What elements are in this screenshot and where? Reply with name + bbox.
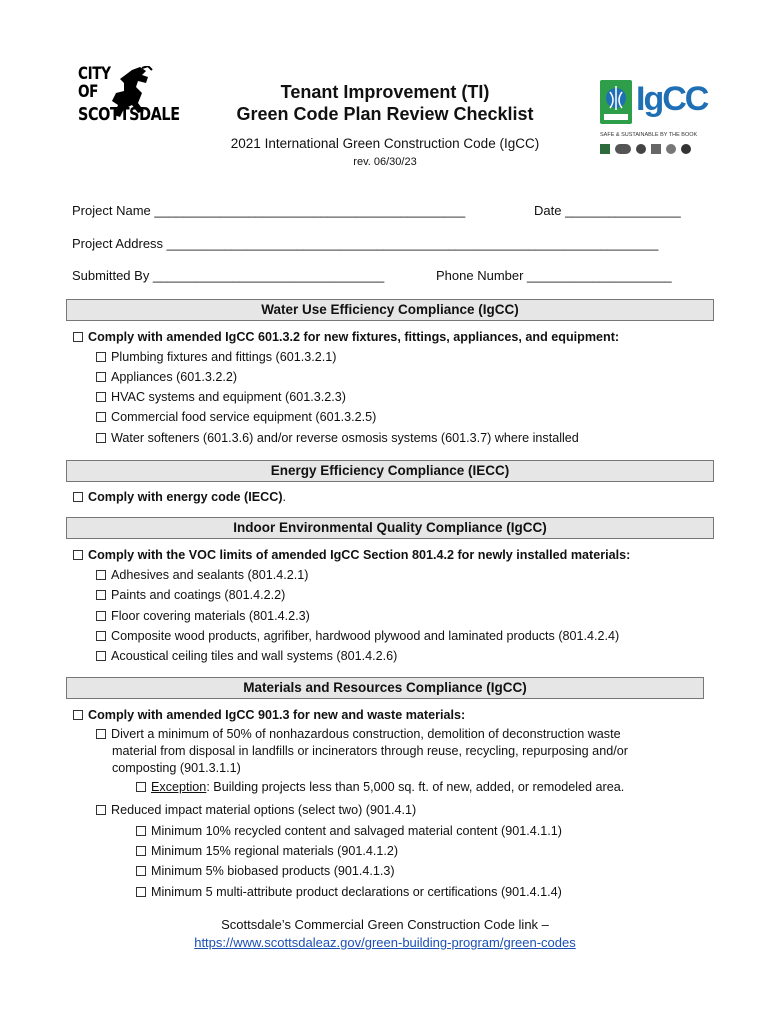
item-label: Adhesives and sealants (801.4.2.1) [111,568,309,582]
checkbox[interactable] [96,433,106,443]
checklist-item[interactable] [136,863,395,880]
revision-date: rev. 06/30/23 [353,156,417,168]
checklist-item[interactable] [96,608,310,625]
item-label: Minimum 5% biobased products (901.4.1.3) [151,864,395,878]
green-codes-link[interactable]: https://www.scottsdaleaz.gov/green-building-program/green-codes [194,935,576,950]
checklist-item-indoor-main[interactable] [73,547,630,564]
checkbox[interactable] [136,846,146,856]
checkbox[interactable] [96,570,106,580]
checklist-item-water-main[interactable] [73,329,619,346]
item-label-suffix: . [282,490,287,504]
checklist-item[interactable] [136,843,398,860]
checkbox[interactable] [96,590,106,600]
checklist-item[interactable] [96,409,376,426]
checklist-item[interactable] [96,389,346,406]
document-subtitle: 2021 International Green Construction Code (IgCC) [230,136,540,151]
date-field[interactable]: Date ________________ [534,203,681,218]
footer-text: Scottsdale’s Commercial Green Construction Code link – [221,917,549,932]
checkbox[interactable] [73,710,83,720]
checkbox[interactable] [136,866,146,876]
section-header-materials: Materials and Resources Compliance (IgCC) [66,677,704,699]
checkbox[interactable] [96,352,106,362]
item-label-continued: material from disposal in landfills or incinerators through reuse, recycling, repurposing and/or [112,744,628,758]
checklist-item[interactable] [96,628,619,645]
item-label-continued: composting (901.3.1.1) [112,761,241,775]
checklist-item[interactable] [136,884,562,901]
submitted-by-field[interactable]: Submitted By ________________________________ [72,268,385,283]
document-title-line2: Green Code Plan Review Checklist [236,104,534,124]
checkbox[interactable] [96,392,106,402]
item-label: : Building projects less than 5,000 sq. ft. of new, added, or remodeled area. [206,780,625,794]
checkbox[interactable] [96,729,106,739]
checklist-item[interactable] [96,430,579,447]
checkbox[interactable] [73,550,83,560]
checkbox[interactable] [96,611,106,621]
checklist-item-reduced-impact[interactable] [96,802,416,819]
checkbox[interactable] [96,372,106,382]
section-header-indoor: Indoor Environmental Quality Compliance (IgCC) [66,517,714,539]
phone-number-field[interactable]: Phone Number ____________________ [436,268,672,283]
checklist-item[interactable] [96,349,336,366]
section-header-water: Water Use Efficiency Compliance (IgCC) [66,299,714,321]
project-name-field[interactable]: Project Name ___________________________________________ [72,203,466,218]
item-label: Comply with the VOC limits of amended IgCC Section 801.4.2 for newly installed materials: [88,548,631,562]
checklist-item[interactable] [96,587,285,604]
logo-city-text: CITY [78,64,111,84]
item-label: Commercial food service equipment (601.3.2.5) [111,410,377,424]
checkbox[interactable] [73,492,83,502]
item-label: Paints and coatings (801.4.2.2) [111,588,286,602]
checkbox[interactable] [96,805,106,815]
checkbox[interactable] [136,887,146,897]
checkbox[interactable] [96,412,106,422]
item-label: Minimum 5 multi-attribute product declarations or certifications (901.4.1.4) [151,885,562,899]
checkbox[interactable] [136,826,146,836]
igcc-wordmark: IgCC [636,80,708,118]
checklist-item[interactable] [136,823,562,840]
item-label: Divert a minimum of 50% of nonhazardous construction, demolition of deconstruction waste [111,727,621,741]
checklist-item-materials-main[interactable] [73,707,465,724]
checklist-item[interactable] [96,648,397,665]
checkbox[interactable] [73,332,83,342]
item-label: Minimum 10% recycled content and salvaged material content (901.4.1.1) [151,824,562,838]
checkbox[interactable] [96,631,106,641]
item-label: Reduced impact material options (select two) (901.4.1) [111,803,417,817]
checklist-item[interactable] [96,369,237,386]
checkbox[interactable] [136,782,146,792]
item-label: Comply with energy code (IECC) [88,490,283,504]
item-label: HVAC systems and equipment (601.3.2.3) [111,390,346,404]
checkbox[interactable] [96,651,106,661]
item-label: Acoustical ceiling tiles and wall systems (801.4.2.6) [111,649,398,663]
item-label: Appliances (601.3.2.2) [111,370,238,384]
item-label: Plumbing fixtures and fittings (601.3.2.1) [111,350,337,364]
checklist-item-exception[interactable] [136,779,624,796]
section-header-energy: Energy Efficiency Compliance (IECC) [66,460,714,482]
item-label: Composite wood products, agrifiber, hardwood plywood and laminated products (801.4.2.4) [111,629,620,643]
document-title-line1: Tenant Improvement (TI) [280,82,490,102]
logo-scottsdale-text: SCOTTSDALE [78,104,180,125]
exception-label: Exception [151,780,207,794]
item-label: Comply with amended IgCC 901.3 for new and waste materials: [88,708,466,722]
item-label: Minimum 15% regional materials (901.4.1.2) [151,844,399,858]
igcc-tagline: SAFE & SUSTAINABLE BY THE BOOK [600,132,698,138]
checklist-item-divert[interactable] [96,726,621,743]
item-label: Floor covering materials (801.4.2.3) [111,609,310,623]
item-label: Water softeners (601.3.6) and/or reverse osmosis systems (601.3.7) where installed [111,431,579,445]
checklist-item[interactable] [96,567,308,584]
project-address-field[interactable]: Project Address ____________________________________________________________________ [72,236,659,251]
checklist-item-energy-main[interactable] [73,489,286,506]
logo-of-text: OF [78,82,99,102]
item-label: Comply with amended IgCC 601.3.2 for new fixtures, fittings, appliances, and equipment: [88,330,620,344]
